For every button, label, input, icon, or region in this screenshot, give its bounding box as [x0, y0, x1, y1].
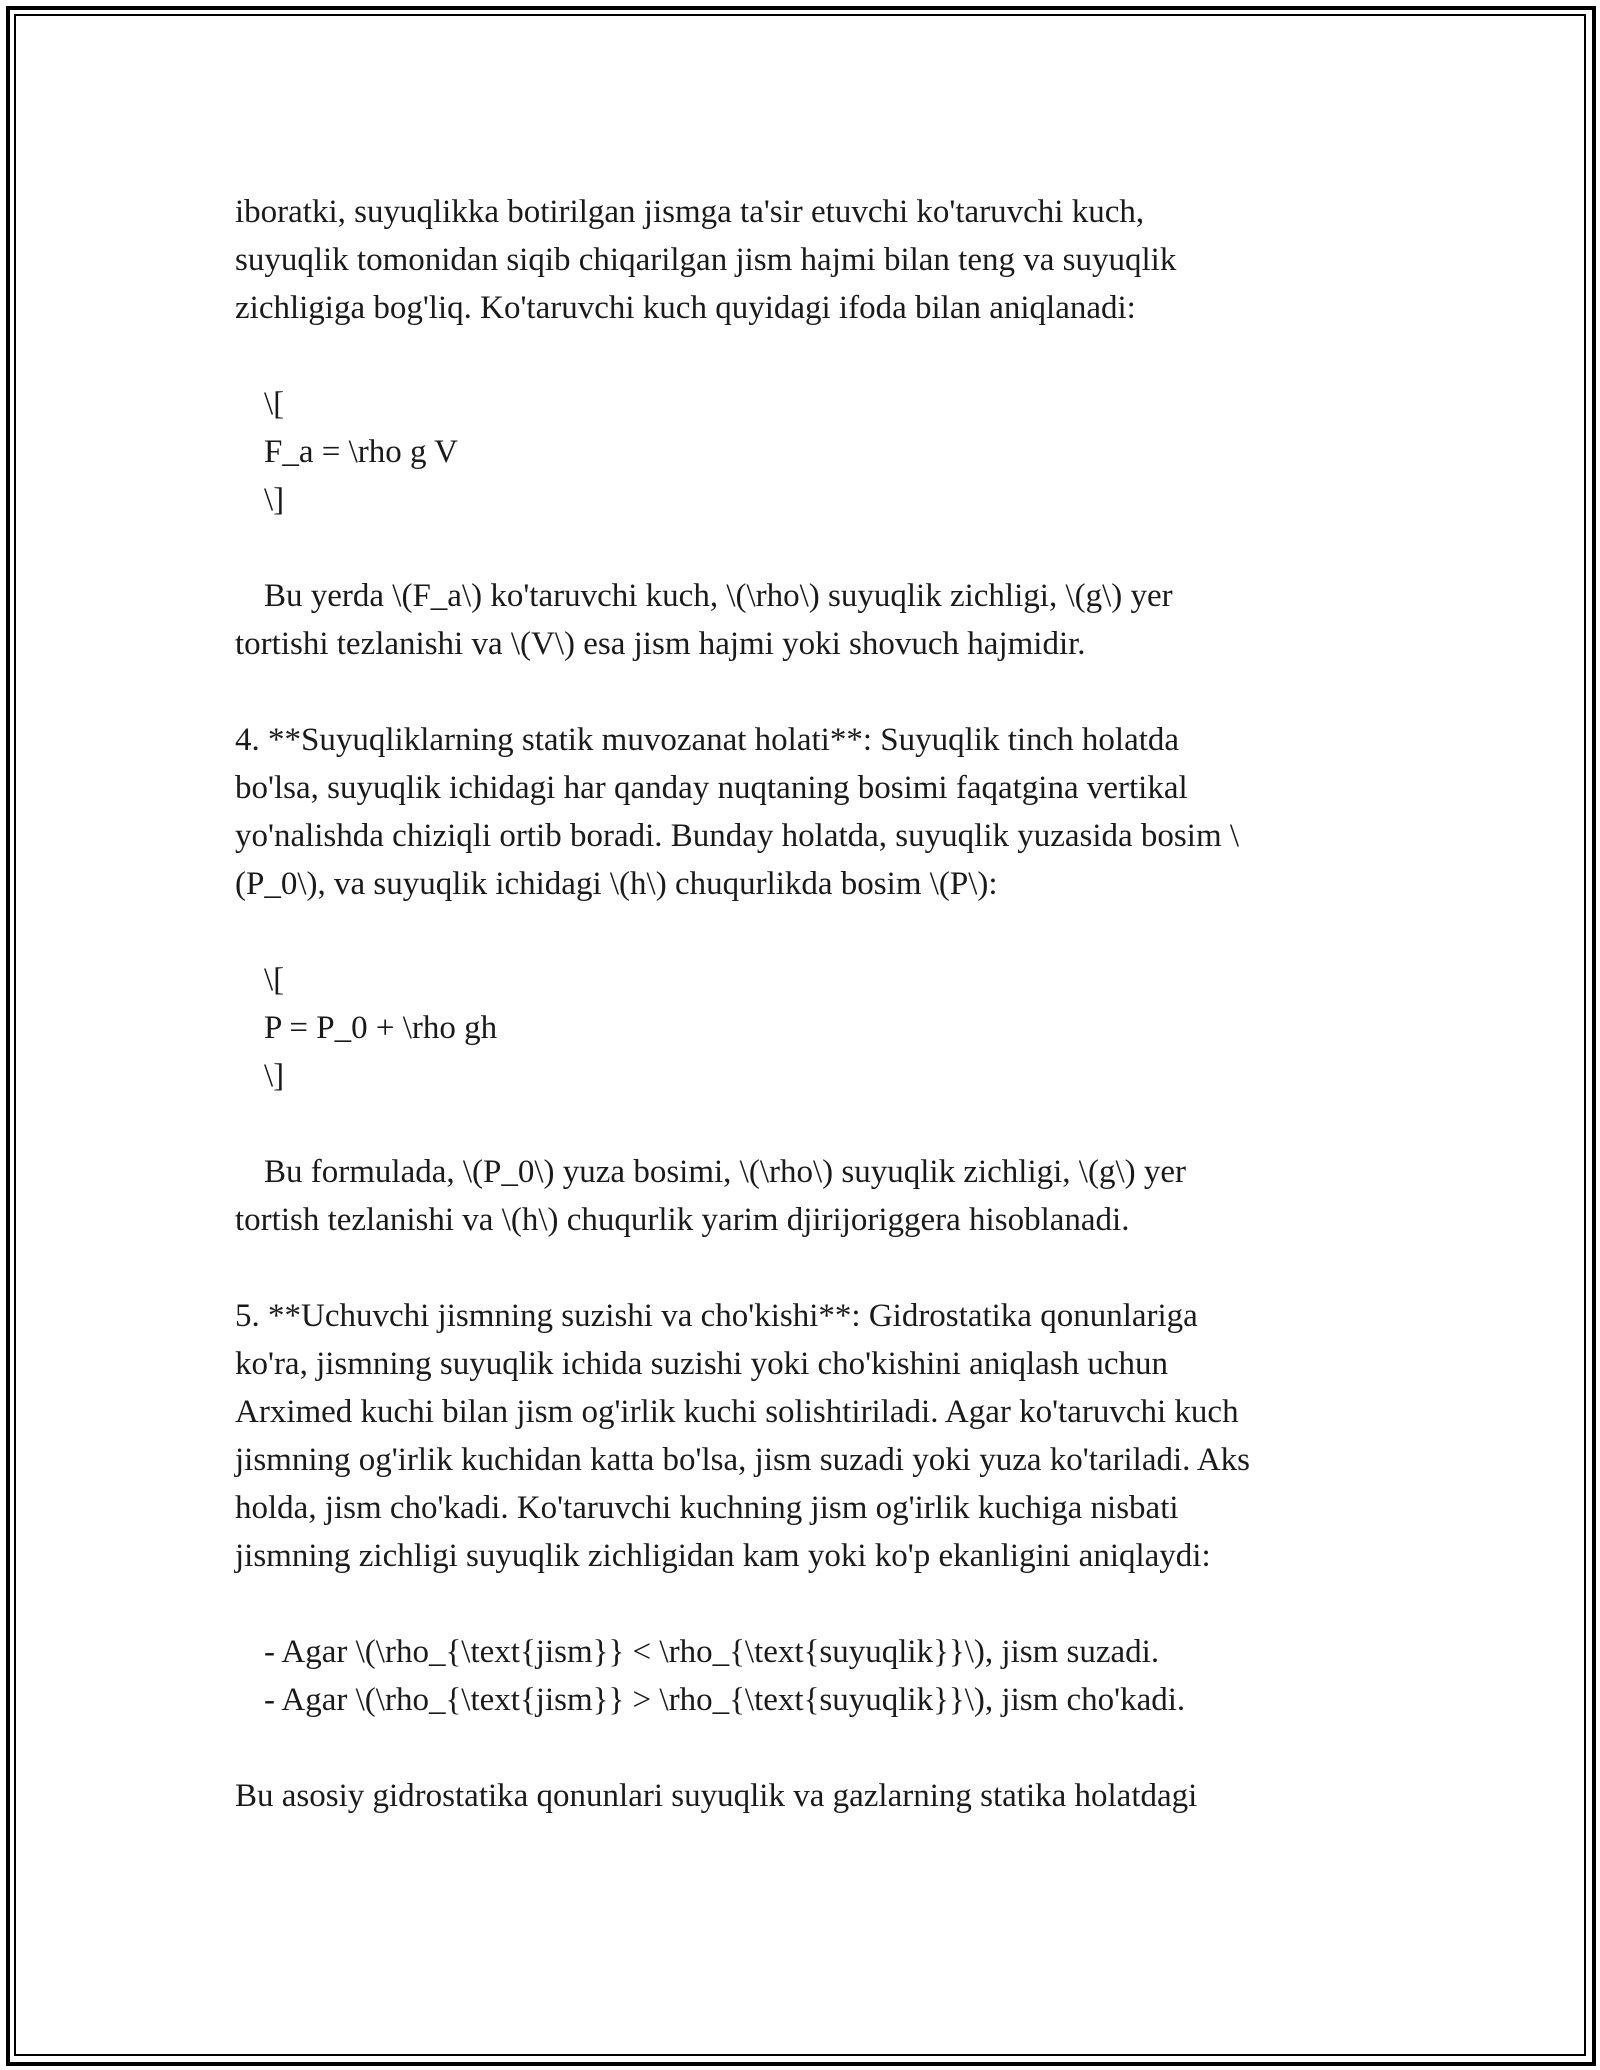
formula-hydrostatic-pressure — [235, 956, 1375, 1100]
formula-line: F_a = \rho g V — [264, 434, 459, 470]
paragraph-formula2-explanation — [235, 1148, 1375, 1244]
document-page — [235, 188, 1375, 1820]
formula-line: \] — [264, 482, 285, 518]
text-line: holda, jism cho'kadi. Ko'taruvchi kuchning jism og'irlik kuchiga nisbati — [235, 1490, 1179, 1526]
list-item: - Agar \(\rho_{\text{jism}} < \rho_{\text{suyuqlik}}\), jism suzadi. — [264, 1634, 1160, 1670]
text-line: 4. **Suyuqliklarning statik muvozanat holati**: Suyuqlik tinch holatda — [235, 722, 1180, 758]
paragraph-gap — [235, 332, 1375, 380]
formula-line: P = P_0 + \rho gh — [264, 1010, 498, 1046]
formula-line: \[ — [264, 962, 285, 998]
paragraph-gap — [235, 1724, 1375, 1772]
formula-line: \[ — [264, 386, 285, 422]
text-line: yo'nalishda chiziqli ortib boradi. Bunday holatda, suyuqlik yuzasida bosim \ — [235, 818, 1240, 854]
list-item: - Agar \(\rho_{\text{jism}} > \rho_{\text{suyuqlik}}\), jism cho'kadi. — [264, 1682, 1186, 1718]
paragraph-archimedes-intro — [235, 188, 1375, 332]
text-line: bo'lsa, suyuqlik ichidagi har qanday nuqtaning bosimi faqatgina vertikal — [235, 770, 1188, 806]
paragraph-gap — [235, 668, 1375, 716]
paragraph-gap — [235, 524, 1375, 572]
paragraph-formula1-explanation — [235, 572, 1375, 668]
text-line: jismning og'irlik kuchidan katta bo'lsa, jism suzadi yoki yuza ko'tariladi. Aks — [235, 1442, 1251, 1478]
text-line: zichligiga bog'liq. Ko'taruvchi kuch quyidagi ifoda bilan aniqlanadi: — [235, 290, 1136, 326]
text-line: Bu yerda \(F_a\) ko'taruvchi kuch, \(\rho\) suyuqlik zichligi, \(g\) yer — [264, 578, 1173, 614]
paragraph-gap — [235, 908, 1375, 956]
text-line: 5. **Uchuvchi jismning suzishi va cho'kishi**: Gidrostatika qonunlariga — [235, 1298, 1198, 1334]
text-line: (P_0\), va suyuqlik ichidagi \(h\) chuqurlikda bosim \(P\): — [235, 866, 998, 902]
text-line: Bu asosiy gidrostatika qonunlari suyuqlik va gazlarning statika holatdagi — [235, 1778, 1198, 1814]
paragraph-gap — [235, 1580, 1375, 1628]
text-line: iboratki, suyuqlikka botirilgan jismga ta'sir etuvchi ko'taruvchi kuch, — [235, 194, 1145, 230]
text-line: Bu formulada, \(P_0\) yuza bosimi, \(\rho\) suyuqlik zichligi, \(g\) yer — [264, 1154, 1187, 1190]
formula-line: \] — [264, 1058, 285, 1094]
bullet-list-density-conditions — [235, 1628, 1375, 1724]
paragraph-item-4-static-equilibrium — [235, 716, 1375, 908]
paragraph-item-5-floating-sinking — [235, 1292, 1375, 1580]
paragraph-conclusion — [235, 1772, 1375, 1820]
text-line: suyuqlik tomonidan siqib chiqarilgan jism hajmi bilan teng va suyuqlik — [235, 242, 1177, 278]
formula-archimedes-force — [235, 380, 1375, 524]
paragraph-gap — [235, 1244, 1375, 1292]
text-line: jismning zichligi suyuqlik zichligidan kam yoki ko'p ekanligini aniqlaydi: — [235, 1538, 1211, 1574]
text-line: ko'ra, jismning suyuqlik ichida suzishi yoki cho'kishini aniqlash uchun — [235, 1346, 1169, 1382]
paragraph-gap — [235, 1100, 1375, 1148]
text-line: tortishi tezlanishi va \(V\) esa jism hajmi yoki shovuch hajmidir. — [235, 626, 1086, 662]
text-line: Arximed kuchi bilan jism og'irlik kuchi solishtiriladi. Agar ko'taruvchi kuch — [235, 1394, 1239, 1430]
text-line: tortish tezlanishi va \(h\) chuqurlik yarim djirijoriggera hisoblanadi. — [235, 1202, 1130, 1238]
